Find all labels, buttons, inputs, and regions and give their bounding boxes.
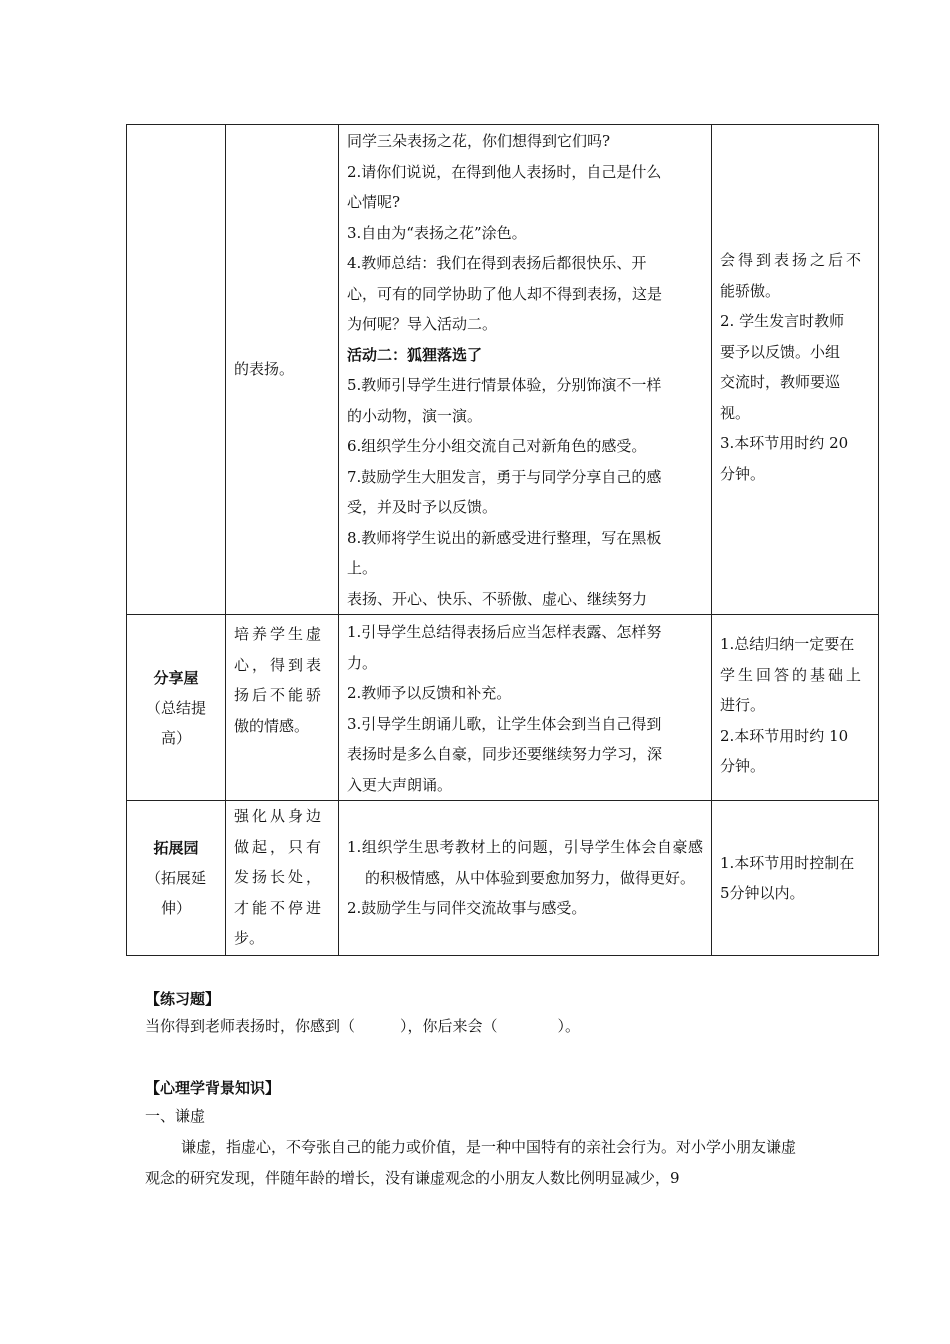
goal-cell [226, 125, 339, 615]
goal-cell [226, 615, 339, 801]
notes-line: 能骄傲。 [720, 281, 781, 300]
process-line: 3.自由为“表扬之花”涂色。 [347, 223, 527, 242]
process-line: 为何呢？导入活动二。 [347, 315, 498, 333]
goal-line: 步。 [234, 929, 265, 947]
goal-cell [226, 801, 339, 956]
process-line: 力。 [347, 653, 378, 672]
goal-line: 发扬长处， [234, 868, 325, 886]
notes-line: 5分钟以内。 [720, 884, 805, 902]
notes-line: 分钟。 [720, 757, 766, 775]
notes-line: 交流时，教师要巡 [720, 373, 841, 391]
process-line: 3.引导学生朗诵儿歌，让学生体会到当自己得到 [347, 714, 662, 733]
table-row-activity [127, 125, 879, 615]
stage-subtitle: （拓展延 [145, 869, 206, 887]
process-line: 1.引导学生总结得表扬后应当怎样表露、怎样努 [347, 623, 662, 641]
lesson-plan-table [126, 124, 879, 956]
notes-line: 分钟。 [720, 464, 766, 483]
exercise-title: 【练习题】 [145, 990, 221, 1008]
notes-line: 会得到表扬之后不 [720, 251, 865, 269]
process-cell [339, 801, 712, 956]
stage-cell-extend [127, 801, 226, 956]
table-row-extend [127, 801, 879, 956]
stage-name: 分享屋 [153, 668, 199, 687]
process-line: 心，可有的同学协助了他人却不得到表扬，这是 [347, 284, 663, 303]
process-line: 4.教师总结：我们在得到表扬后都很快乐、开 [347, 254, 647, 272]
stage-cell-empty [127, 125, 226, 615]
stage-subtitle: 高） [160, 728, 191, 747]
goal-line: 做起，只有 [234, 837, 325, 856]
goal-line: 心，得到表 [234, 655, 325, 674]
stage-subtitle: （总结提 [145, 698, 206, 717]
goal-line: 扬后不能骄 [234, 686, 325, 704]
stage-cell-share [127, 615, 226, 801]
process-line: 2.教师予以反馈和补充。 [347, 684, 512, 702]
process-line: 同学三朵表扬之花，你们想得到它们吗? [347, 132, 611, 150]
stage-name: 拓展园 [153, 839, 199, 857]
process-line: 1.组织学生思考教材上的问题，引导学生体会自豪感的积极情感，从中体验到要愈加努力，做得更好。 [347, 838, 703, 887]
process-line: 表扬、开心、快乐、不骄傲、虚心、继续努力 [347, 589, 648, 608]
process-line: 表扬时是多么自豪，同步还要继续努力学习，深 [347, 745, 663, 763]
notes-line: 1.总结归纳一定要在 [720, 635, 855, 653]
background-subtitle: 一、谦虚 [145, 1107, 206, 1125]
notes-line: 学生回答的基础上 [720, 665, 865, 684]
notes-line: 视。 [720, 403, 751, 422]
goal-line: 傲的情感。 [234, 716, 310, 735]
process-line: 5.教师引导学生进行情景体验，分别饰演不一样 [347, 376, 662, 394]
process-cell [339, 125, 712, 615]
notes-line: 1.本环节用时控制在 [720, 853, 855, 872]
notes-line: 要予以反馈。小组 [720, 342, 841, 361]
notes-cell [712, 615, 879, 801]
process-line: 入更大声朗诵。 [347, 775, 453, 794]
process-line: 2.鼓励学生与同伴交流故事与感受。 [347, 899, 587, 918]
process-line: 6.组织学生分小组交流自己对新角色的感受。 [347, 437, 647, 455]
process-line: 2.请你们说说，在得到他人表扬时，自己是什么 [347, 162, 662, 181]
process-line: 上。 [347, 559, 378, 577]
process-line: 的小动物，演一演。 [347, 406, 483, 425]
process-cell [339, 615, 712, 801]
notes-line: 2. 学生发言时教师 [720, 312, 845, 330]
notes-line: 3.本环节用时约 20 [720, 434, 849, 452]
background-title: 【心理学背景知识】 [145, 1079, 281, 1097]
goal-line: 强化从身边 [234, 807, 325, 825]
goal-text: 的表扬。 [234, 360, 295, 379]
process-line: 心情呢? [347, 193, 401, 211]
goal-line: 才能不停进 [234, 898, 325, 917]
stage-subtitle: 伸） [160, 899, 191, 917]
notes-line: 2.本环节用时约 10 [720, 726, 849, 745]
notes-line: 进行。 [720, 696, 766, 714]
background-paragraph: 谦虚，指虚心，不夸张自己的能力或价值，是一种中国特有的亲社会行为。对小学小朋友谦虚观念的研究发现，伴随年龄的增长，没有谦虚观念的小朋友人数比例明显减少，9 [145, 1138, 797, 1187]
process-line: 受，并及时予以反馈。 [347, 498, 498, 516]
activity-two-title: 活动二：狐狸落选了 [347, 345, 483, 364]
exercise-text: 当你得到老师表扬时，你感到（ ），你后来会（ ）。 [145, 1017, 581, 1035]
process-line: 7.鼓励学生大胆发言，勇于与同学分享自己的感 [347, 467, 662, 486]
goal-line: 培养学生虚 [234, 625, 325, 643]
table-row-share [127, 615, 879, 801]
process-line: 8.教师将学生说出的新感受进行整理，写在黑板 [347, 528, 662, 547]
notes-cell [712, 125, 879, 615]
notes-cell [712, 801, 879, 956]
